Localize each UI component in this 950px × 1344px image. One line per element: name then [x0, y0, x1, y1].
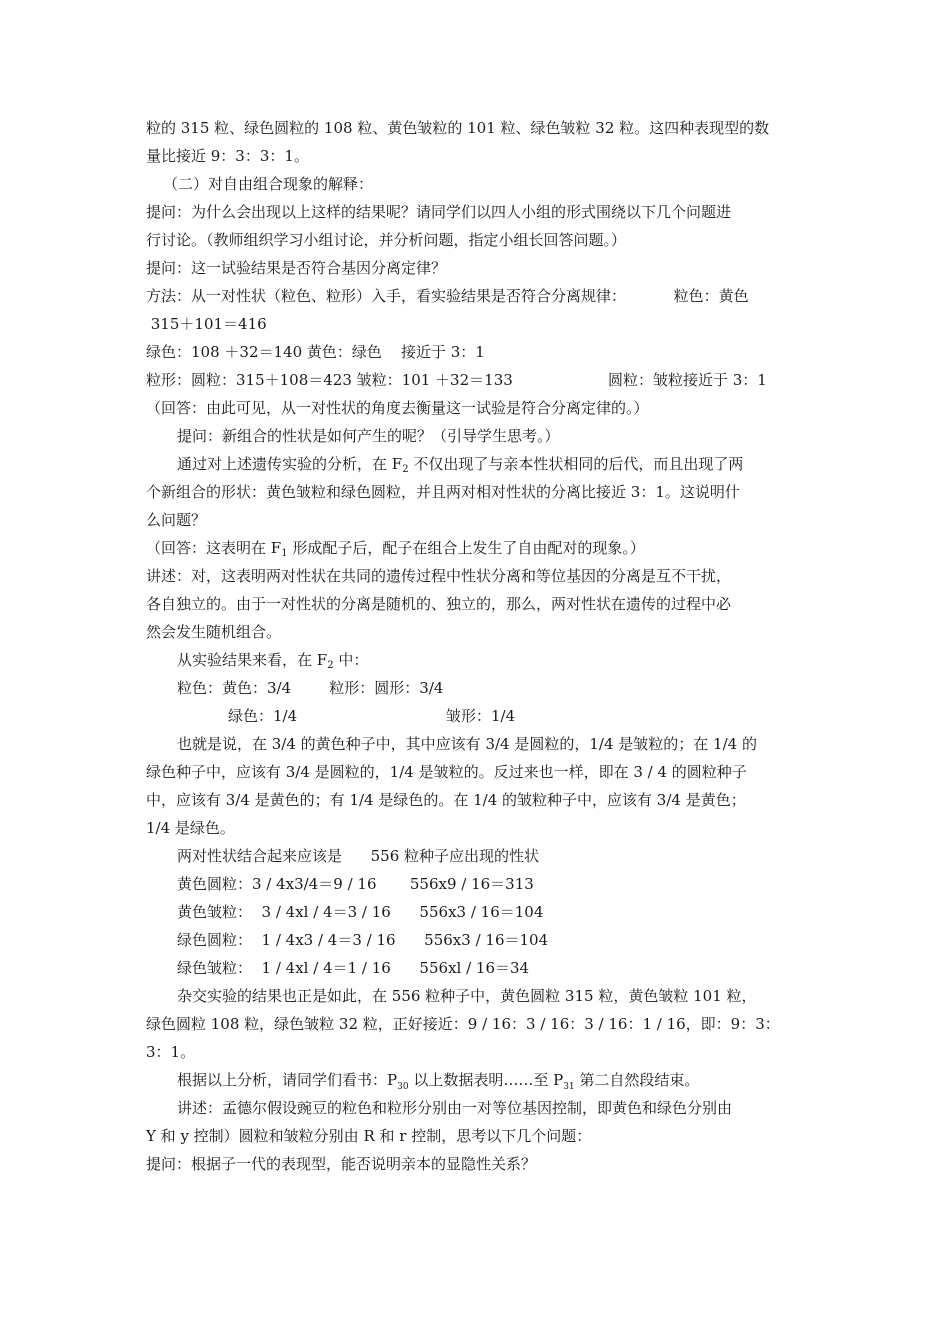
question-3: 提问：新组合的性状是如何产生的呢？（引导学生思考。） — [177, 427, 560, 445]
explain-line-3: 中，应该有 3/4 是黄色的；有 1/4 是绿色的。在 1/4 的皱粒种子中，应该有 3/4 是黄色； — [146, 791, 746, 809]
read-page-31: 31 — [563, 1082, 575, 1092]
result-line-3: 3：1。 — [146, 1043, 196, 1061]
read-mid: 以上数据表明……至 P — [408, 1071, 564, 1089]
combine-heading: 两对性状结合起来应该是 556 粒种子应出现的性状 — [177, 847, 540, 865]
explain-line-1: 也就是说，在 3/4 的黄色种子中，其中应该有 3/4 是圆粒的，1/4 是皱粒的；在 1/4 的 — [177, 735, 757, 753]
question-1-line-2: 行讨论。（教师组织学习小组讨论，并分析问题，指定小组长回答问题。） — [146, 231, 627, 249]
combine-row: 绿色圆粒： 1 / 4x3 / 4＝3 / 16 556x3 / 16＝104 — [177, 931, 549, 949]
analysis-line-1-post: 不仅出现了与亲本性状相同的后代，而且出现了两 — [408, 455, 744, 473]
method-line-4a: 粒形：圆粒：315＋108＝423 皱粒：101 ＋32＝133 — [146, 371, 513, 389]
analysis-line-3: 么问题？ — [146, 511, 207, 529]
lecture-line-1: 讲述：对，这表明两对性状在共同的遗传过程中性状分离和等位基因的分离是互不干扰， — [146, 567, 732, 585]
read-pre: 根据以上分析，请同学们看书：P — [177, 1071, 398, 1089]
intro-line-2: 量比接近 9：3：3：1。 — [146, 147, 309, 165]
lecture-2-line-1: 讲述：孟德尔假设豌豆的粒色和粒形分别由一对等位基因控制，即黄色和绿色分别由 — [177, 1099, 733, 1117]
intro-line-1: 粒的 315 粒、绿色圆粒的 108 粒、黄色皱粒的 101 粒、绿色皱粒 32 粒。这四种表现型的数 — [146, 119, 770, 137]
method-line-3: 绿色：108 ＋32＝140 黄色：绿色 接近于 3：1 — [146, 343, 485, 361]
f2-intro — [177, 650, 368, 676]
combine-row: 黄色皱粒： 3 / 4xl / 4＝3 / 16 556x3 / 16＝104 — [177, 903, 544, 921]
answer-2-post: 形成配子后，配子在组合上发生了自由配对的现象。） — [287, 539, 645, 557]
lecture-2-line-2: Y 和 y 控制）圆粒和皱粒分别由 R 和 r 控制，思考以下几个问题： — [146, 1127, 592, 1145]
result-line-1: 杂交实验的结果也正是如此，在 556 粒种子中，黄色圆粒 315 粒，黄色皱粒 101 粒， — [177, 987, 757, 1005]
combine-row: 绿色皱粒： 1 / 4xl / 4＝1 / 16 556xl / 16＝34 — [177, 959, 530, 977]
analysis-line-1 — [177, 454, 743, 480]
explain-line-4: 1/4 是绿色。 — [146, 819, 235, 837]
ratio-row-2a: 绿色：1/4 — [228, 707, 298, 725]
answer-2-pre: （回答：这表明在 F — [146, 539, 282, 557]
f2-subscript: 2 — [327, 660, 334, 671]
read-instruction — [177, 1070, 699, 1097]
method-line-2: 315＋101＝416 — [146, 315, 267, 333]
lecture-line-2: 各自独立的。由于一对性状的分离是随机的、独立的，那么，两对性状在遗传的过程中必 — [146, 595, 732, 613]
f2-pre: 从实验结果来看，在 F — [177, 651, 328, 669]
explain-line-2: 绿色种子中，应该有 3/4 是圆粒的，1/4 是皱粒的。反过来也一样，即在 3 / 4 的圆粒种子 — [146, 763, 747, 781]
lecture-line-3: 然会发生随机组合。 — [146, 623, 282, 641]
read-post: 第二自然段结束。 — [574, 1071, 700, 1089]
answer-2-subscript: 1 — [281, 548, 288, 559]
analysis-line-2: 个新组合的形状：黄色皱粒和绿色圆粒，并且两对相对性状的分离比接近 3：1。这说明什 — [146, 483, 740, 501]
section-heading: （二）对自由组合现象的解释： — [163, 175, 374, 193]
analysis-line-1-pre: 通过对上述遗传实验的分析，在 F — [177, 455, 403, 473]
f2-post: 中： — [333, 651, 369, 669]
analysis-f-subscript: 2 — [402, 464, 409, 475]
question-1-line-1: 提问：为什么会出现以上这样的结果呢？请同学们以四人小组的形式围绕以下几个问题进 — [146, 203, 732, 221]
method-line-1: 方法：从一对性状（粒色、粒形）入手，看实验结果是否符合分离规律： 粒色：黄色 — [146, 287, 749, 305]
result-line-2: 绿色圆粒 108 粒，绿色皱粒 32 粒，正好接近：9 / 16：3 / 16：3 / 16：1 / 16，即：9：3： — [146, 1015, 780, 1033]
combine-row: 黄色圆粒：3 / 4x3/4＝9 / 16 556x9 / 16＝313 — [177, 875, 534, 893]
ratio-row-1: 粒色：黄色：3/4 粒形：圆形：3/4 — [177, 679, 444, 697]
answer-1: （回答：由此可见，从一对性状的角度去衡量这一试验是符合分离定律的。） — [146, 399, 649, 417]
answer-2 — [146, 538, 645, 564]
method-line-4b: 圆粒：皱粒接近于 3：1 — [608, 371, 767, 389]
ratio-row-2b: 皱形：1/4 — [446, 707, 516, 725]
question-4: 提问：根据子一代的表现型，能否说明亲本的显隐性关系？ — [146, 1155, 537, 1173]
read-page-30: 30 — [397, 1082, 409, 1092]
question-2: 提问：这一试验结果是否符合基因分离定律？ — [146, 259, 447, 277]
